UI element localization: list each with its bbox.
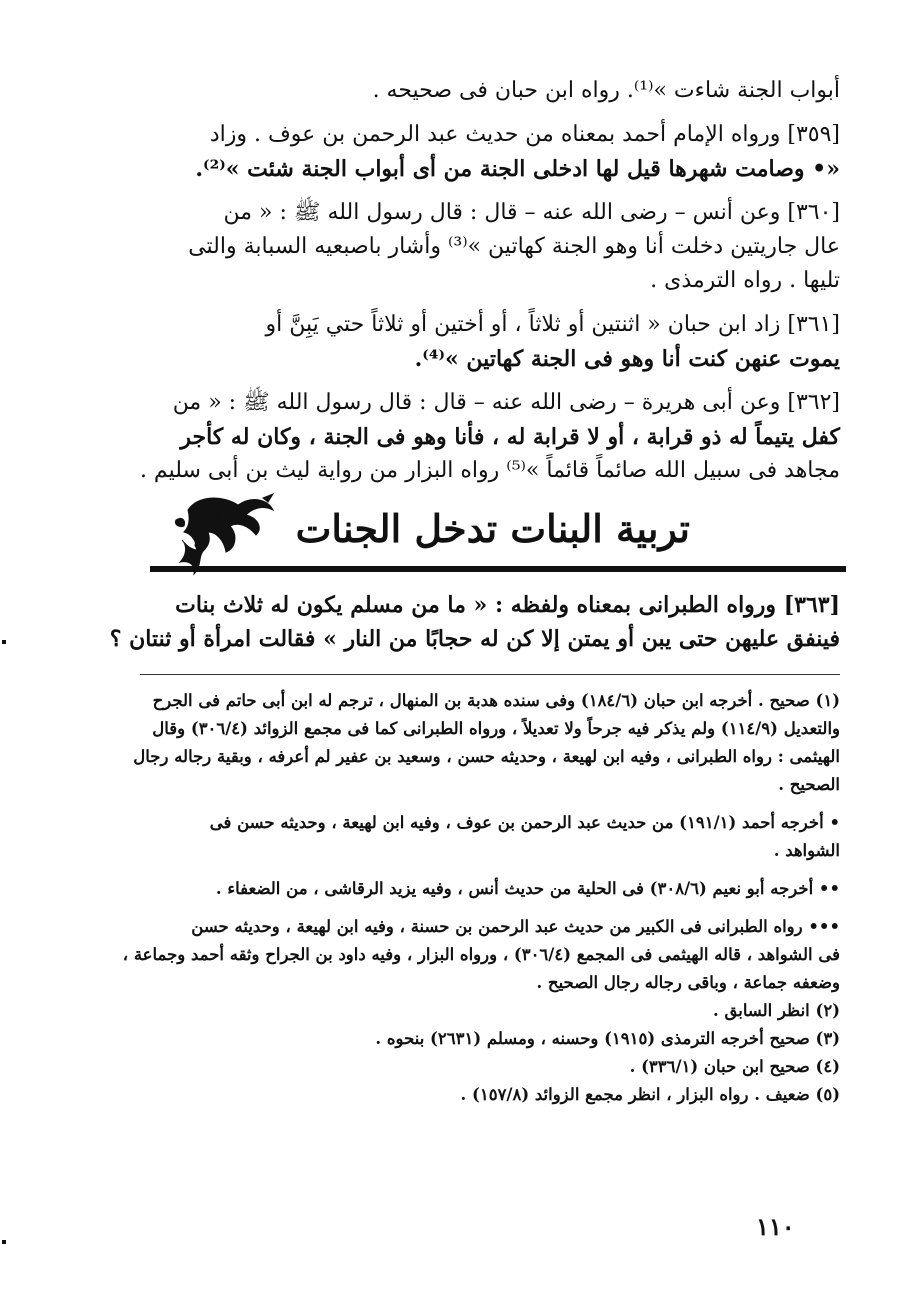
text-line: يموت عنهن كنت أنا وهو فى الجنة كهاتين »⁽⁴⁾. — [414, 346, 840, 372]
footnote-line: وضعفه جماعة ، وباقى رجاله رجال الصحيح . — [536, 973, 840, 992]
footnote-line: والتعديل (١١٤/٩) ولم يذكر فيه جرحاً ولا تعديلاً ، ورواه الطبرانى كما فى مجمع الزوائد (٣٠٦/٤) وقال — [152, 719, 840, 738]
page-content — [109, 74, 840, 1109]
footnote-line: الصحيح . — [778, 775, 840, 794]
page-number: ١١٠ — [756, 1212, 795, 1241]
text-line: [٣٦٢] وعن أبى هريرة – رضى الله عنه – قال : قال رسول الله ﷺ : « من — [172, 390, 840, 415]
paragraph-continuation — [140, 74, 840, 108]
paragraph-hadith-361 — [140, 308, 840, 376]
footnote-line: (٣) صحيح أخرجه الترمذى (١٩١٥) وحسنه ، ومسلم (٢٦٣١) بنحوه . — [375, 1029, 840, 1048]
text-line: عال جاريتين دخلت أنا وهو الجنة كهاتين »⁽³⁾ وأشار باصبعيه السبابة والتى — [188, 234, 840, 259]
text-line: «• وصامت شهرها قيل لها ادخلى الجنة من أى أبواب الجنة شئت »⁽²⁾. — [195, 156, 840, 182]
footnote-line: الشواهد . — [773, 841, 840, 860]
footnote-line: الهيثمى : رواه الطبرانى ، وفيه ابن لهيعة ، وحديثه حسن ، وسعيد بن عفير لم أعرفه ، وبقية رجاله رجال — [133, 747, 840, 766]
section-banner — [150, 498, 840, 578]
text-line: [٣٥٩] ورواه الإمام أحمد بمعناه من حديث عبد الرحمن بن عوف . وزاد — [209, 122, 840, 147]
paragraph-hadith-359 — [140, 118, 840, 186]
footnote-line: •• أخرجه أبو نعيم (٣٠٨/٦) فى الحلية من حديث أنس ، وفيه يزيد الرقاشى ، من الضعفاء . — [215, 879, 840, 898]
paragraph-hadith-362 — [140, 386, 840, 488]
text-line: فينفق عليهن حتى يبن أو يمتن إلا كن له حجابًا من النار » فقالت امرأة أو ثنتان ؟ — [109, 626, 840, 652]
footnote-line: (٢) انظر السابق . — [713, 1001, 840, 1020]
footnote-line: فى الشواهد ، قاله الهيثمى فى المجمع (٣٠٦/٤) ، ورواه البزار ، وفيه داود بن الجراح وثقه أحمد وجماعة ، — [122, 945, 840, 964]
footnotes — [122, 687, 840, 1109]
text-line: [٣٦٣] ورواه الطبرانى بمعناه ولفظه : « ما من مسلم يكون له ثلاث بنات — [175, 592, 840, 618]
scan-mark — [2, 1240, 6, 1244]
footnote-line: (١) صحيح . أخرجه ابن حبان (١٨٤/٦) وفى سنده هدبة بن المنهال ، ترجم له ابن أبى حاتم فى الجرح — [152, 691, 840, 710]
footnote-line: ••• رواه الطبرانى فى الكبير من حديث عبد الرحمن بن حسنة ، وفيه ابن لهيعة ، وحديثه حسن — [191, 917, 840, 936]
footnote-line: (٤) صحيح ابن حبان (٣٣٦/١) . — [629, 1057, 840, 1076]
text-line: [٣٦١] زاد ابن حبان « اثنتين أو ثلاثاً ، أو أختين أو ثلاثاً حتي يَبِنَّ أو — [265, 312, 840, 337]
footnote-line: • أخرجه أحمد (١٩١/١) من حديث عبد الرحمن بن عوف ، وفيه ابن لهيعة ، وحديثه حسن فى — [209, 813, 840, 832]
paragraph-hadith-360 — [140, 196, 840, 298]
text-line: تليها . رواه الترمذى . — [650, 268, 840, 293]
footnote-line: (٥) ضعيف . رواه البزار ، انظر مجمع الزوائد (١٥٧/٨) . — [460, 1085, 840, 1104]
scan-mark — [2, 640, 6, 644]
text-line: كفل يتيماً له ذو قرابة ، أو لا قرابة له ، فأنا وهو فى الجنة ، وكان له كأجر — [180, 424, 840, 450]
floral-ornament-icon — [168, 490, 278, 580]
paragraph-hadith-363 — [109, 588, 840, 656]
footnote-separator — [140, 674, 840, 675]
text-line: أبواب الجنة شاءت »⁽¹⁾. رواه ابن حبان فى صحيحه . — [372, 78, 840, 103]
text-line: مجاهد فى سبيل الله صائماً قائماً »⁽⁵⁾ رواه البزار من رواية ليث بن أبى سليم . — [139, 458, 840, 483]
text-line: [٣٦٠] وعن أنس – رضى الله عنه – قال : قال رسول الله ﷺ : « من — [223, 200, 840, 225]
section-title: تربية البنات تدخل الجنات — [295, 506, 690, 551]
